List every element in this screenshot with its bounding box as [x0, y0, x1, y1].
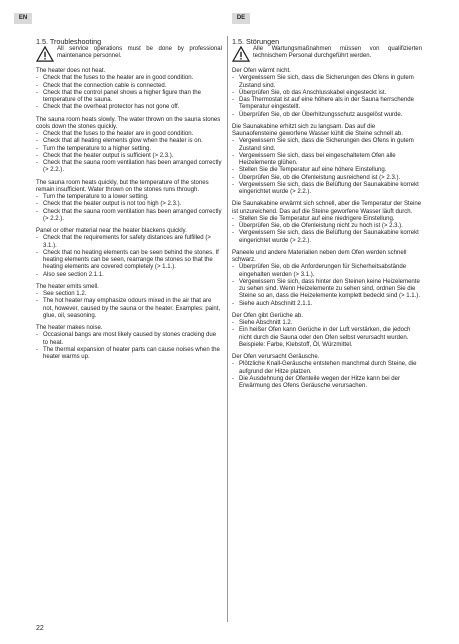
- solution-list: [232, 264, 422, 308]
- section-heading: 1.5. Troubleshooting: [36, 37, 102, 46]
- warning-notice: [36, 46, 222, 64]
- solution-item: - Check that the fuses to the heater are in good condition.: [36, 131, 222, 138]
- problem-title: Panel or other material near the heater blackens quickly.: [36, 228, 187, 234]
- problem-title: The sauna room heats slowly. The water thrown on the sauna stones cools down the stones quickly.: [36, 116, 221, 130]
- solution-list: [36, 235, 222, 279]
- solution-item: - Check that the requirements for safety distances are fulfilled (> 3.1.).: [36, 235, 222, 250]
- solution-item: - Vergewissern Sie sich, dass hinter den Steinen keine Heizelemente zu sehen sind. Wenn Heizelemente zu sehen sind, ordnen Sie die Steine so an, dass die Heizelemente komplett bedeckt sind (> 1.1.).: [232, 279, 422, 301]
- problem-block: [36, 117, 222, 175]
- problem-title: The heater does not heat.: [36, 68, 106, 74]
- solution-item: - The thermal expansion of heater parts can cause noises when the heater warms up.: [36, 347, 222, 362]
- solution-item: - Also see section 2.1.1.: [36, 272, 222, 279]
- solution-list: [232, 320, 422, 349]
- solution-list: [232, 138, 422, 196]
- solution-item: - See section 1.2.: [36, 291, 222, 298]
- solution-item: - Siehe Abschnitt 1.2.: [232, 320, 422, 327]
- language-badge-de: DE: [232, 13, 250, 24]
- solution-item: - Überprüfen Sie, ob die Ofenleistung nicht zu hoch ist (> 2.3.).: [232, 223, 422, 230]
- solution-list: [232, 216, 422, 245]
- problem-title: Der Ofen gibt Gerüche ab.: [232, 312, 303, 319]
- solution-item: - Vergewissern Sie sich, dass die Sicherungen des Ofens in gutem Zustand sind.: [232, 75, 422, 90]
- solution-item: - Check that the overheat protector has not gone off.: [36, 104, 222, 111]
- problem-title: Die Saunakabine erhitzt sich zu langsam. Das auf die Saunaofensteine geworfene Wasser kühlt die Steine schnell ab.: [232, 123, 403, 137]
- solution-item: - Check that the fuses to the heater are in good condition.: [36, 75, 222, 82]
- solution-list: [232, 361, 422, 390]
- solution-item: - Check that the sauna room ventilation has been arranged correctly (> 2.2.).: [36, 160, 222, 175]
- problem-block: [232, 68, 422, 119]
- solution-item: - Occasional bangs are most likely caused by stones cracking due to heat.: [36, 332, 222, 347]
- solution-item: - Überprüfen Sie, ob die Ofenleistung ausreichend ist (> 2.3.).: [232, 175, 422, 182]
- solution-item: - Check that the heater output is not too high (> 2.3.).: [36, 201, 222, 208]
- solution-list: [36, 194, 222, 223]
- solution-item: - Plötzliche Knall-Geräusche entstehen manchmal durch Steine, die aufgrund der Hitze platzen.: [232, 361, 422, 376]
- warning-text: All service operations must be done by professional maintenance personnel.: [57, 46, 222, 60]
- solution-item: - Check that all heating elements glow when the heater is on.: [36, 138, 222, 145]
- problem-block: [36, 228, 222, 279]
- english-column: [36, 38, 222, 366]
- solution-item: - Überprüfen Sie, ob die Anforderungen für Sicherheitsabstände eingehalten werden (> 3.1.).: [232, 264, 422, 279]
- solution-item: - Das Thermostat ist auf eine höhere als in der Sauna herrschende Temperatur eingestellt.: [232, 97, 422, 112]
- solution-item: - Überprüfen Sie, ob der Überhitzungsschutz ausgelöst wurde.: [232, 112, 422, 119]
- solution-item: - The hot heater may emphasize odours mixed in the air that are not, however, caused by the sauna or the heater. Examples: paint, glue, oil, seasoning.: [36, 298, 222, 320]
- solution-list: [36, 291, 222, 320]
- problem-block: [232, 124, 422, 197]
- solution-item: - Vergewissern Sie sich, dass bei eingeschaltetem Ofen alle Heizelemente glühen.: [232, 153, 422, 168]
- solution-item: - Turn the temperature to a higher setting.: [36, 146, 222, 153]
- language-badge-en: EN: [14, 13, 32, 24]
- problem-block: [232, 313, 422, 349]
- problem-title: Paneele und andere Materialien neben dem Ofen werden schnell schwarz.: [232, 249, 407, 263]
- warning-icon: [36, 46, 54, 62]
- german-column: [232, 38, 422, 395]
- solution-item: - Vergewissern Sie sich, dass die Belüftung der Saunakabine korrekt eingerichtet wurde (> 2.2.).: [232, 230, 422, 245]
- solution-item: - Vergewissern Sie sich, dass die Sicherungen des Ofens in gutem Zustand sind.: [232, 138, 422, 153]
- problem-block: [36, 180, 222, 224]
- solution-item: - Check that the sauna room ventilation has been arranged correctly (> 2.2.).: [36, 209, 222, 224]
- problem-title: Der Ofen verursacht Geräusche.: [232, 354, 320, 360]
- problem-block: [232, 250, 422, 308]
- warning-text: Alle Wartungsmaßnahmen müssen von qualifizierten technischem Personal durchgeführt werden.: [253, 46, 422, 60]
- solution-item: - Stellen Sie die Temperatur auf eine niedrigere Einstellung.: [232, 216, 422, 223]
- solution-item: - Check that the heater output is sufficient (> 2.3.).: [36, 153, 222, 160]
- warning-icon: [232, 46, 250, 62]
- solution-item: - Die Ausdehnung der Ofenteile wegen der Hitze kann bei der Erwärmung des Ofens Geräusche verursachen.: [232, 376, 422, 391]
- solution-item: - Siehe auch Abschnitt 2.1.1.: [232, 301, 422, 308]
- problem-block: [232, 354, 422, 390]
- solution-item: - Check that no heating elements can be seen behind the stones. If heating elements can be seen, rearrange the stones so that the heating elements are covered completely (> 1.1.).: [36, 250, 222, 272]
- problem-title: Die Saunakabine erwärmt sich schnell, aber die Temperatur der Steine ist unzureichend. Das auf die Steine geworfene Wasser läuft durch.: [232, 201, 422, 215]
- solution-item: - Turn the temperature to a lower setting.: [36, 194, 222, 201]
- troubleshooting-sections: [36, 68, 222, 361]
- solution-item: - Check that the control panel shows a higher figure than the temperature of the sauna.: [36, 90, 222, 105]
- problem-title: The sauna room heats quickly, but the temperature of the stones remain insufficient. Water thrown on the stones runs through.: [36, 179, 209, 193]
- solution-list: [36, 332, 222, 361]
- problem-title: The heater emits smell.: [36, 283, 99, 290]
- solution-item: - Ein heißer Ofen kann Gerüche in der Luft verstärken, die jedoch nicht durch die Sauna oder den Ofen selbst verursacht wurden. Beispiele: Farbe, Klebstoff, Öl, Würzmittel.: [232, 327, 422, 349]
- problem-block: [36, 284, 222, 320]
- problem-title: The heater makes noise.: [36, 325, 103, 331]
- solution-item: - Stellen Sie die Temperatur auf eine höhere Einstellung.: [232, 167, 422, 174]
- problem-title: Der Ofen wärmt nicht.: [232, 68, 291, 74]
- section-heading: 1.5. Störungen: [232, 37, 280, 46]
- problem-block: [36, 325, 222, 361]
- troubleshooting-sections: [232, 68, 422, 390]
- solution-item: - Vergewissern Sie sich, dass die Belüftung der Saunakabine korrekt eingerichtet wurde (> 2.2.).: [232, 182, 422, 197]
- problem-block: [36, 68, 222, 112]
- solution-list: [232, 75, 422, 119]
- warning-notice: [232, 46, 422, 64]
- column-divider: [227, 36, 228, 622]
- problem-block: [232, 201, 422, 245]
- solution-list: [36, 131, 222, 175]
- solution-item: - Check that the connection cable is connected.: [36, 83, 222, 90]
- solution-list: [36, 75, 222, 111]
- page-number: 22: [36, 625, 44, 632]
- solution-item: - Überprüfen Sie, ob das Anschlusskabel eingesteckt ist.: [232, 90, 422, 97]
